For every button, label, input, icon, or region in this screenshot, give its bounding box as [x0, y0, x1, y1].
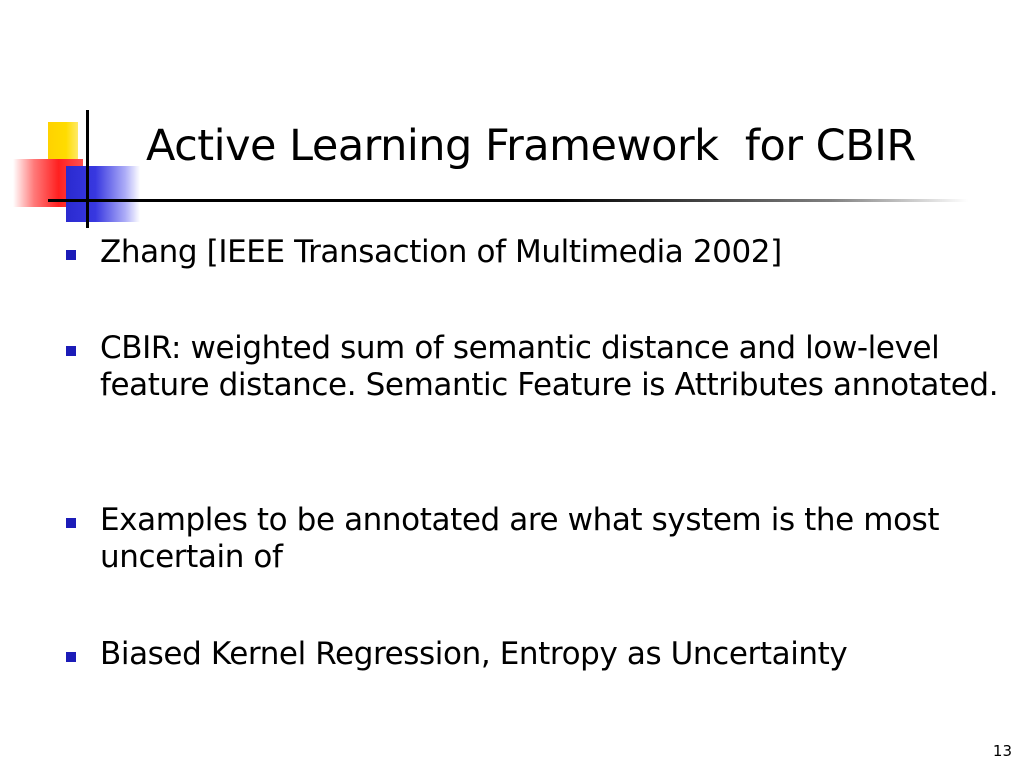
square-bullet-icon [66, 346, 76, 356]
slide-number: 13 [992, 742, 1012, 760]
slide-title: Active Learning Framework for CBIR [146, 121, 916, 171]
square-bullet-icon [66, 652, 76, 662]
bullet-text: CBIR: weighted sum of semantic distance and low-level feature distance. Semantic Feature is Attributes annotated. [100, 330, 999, 403]
bullet-item [62, 502, 1000, 576]
colored-squares-logo [0, 0, 160, 240]
blue-square [66, 166, 140, 222]
bullet-text: Examples to be annotated are what system is the most uncertain of [100, 502, 940, 575]
vertical-rule [86, 110, 89, 228]
square-bullet-icon [66, 250, 76, 260]
yellow-square [48, 122, 78, 162]
title-underline [48, 199, 968, 202]
bullet-item [62, 636, 1000, 673]
bullet-text: Biased Kernel Regression, Entropy as Uncertainty [100, 636, 848, 672]
bullet-item [62, 330, 1000, 404]
square-bullet-icon [66, 518, 76, 528]
bullet-text: Zhang [IEEE Transaction of Multimedia 2002] [100, 234, 782, 270]
bullet-item [62, 234, 1000, 271]
